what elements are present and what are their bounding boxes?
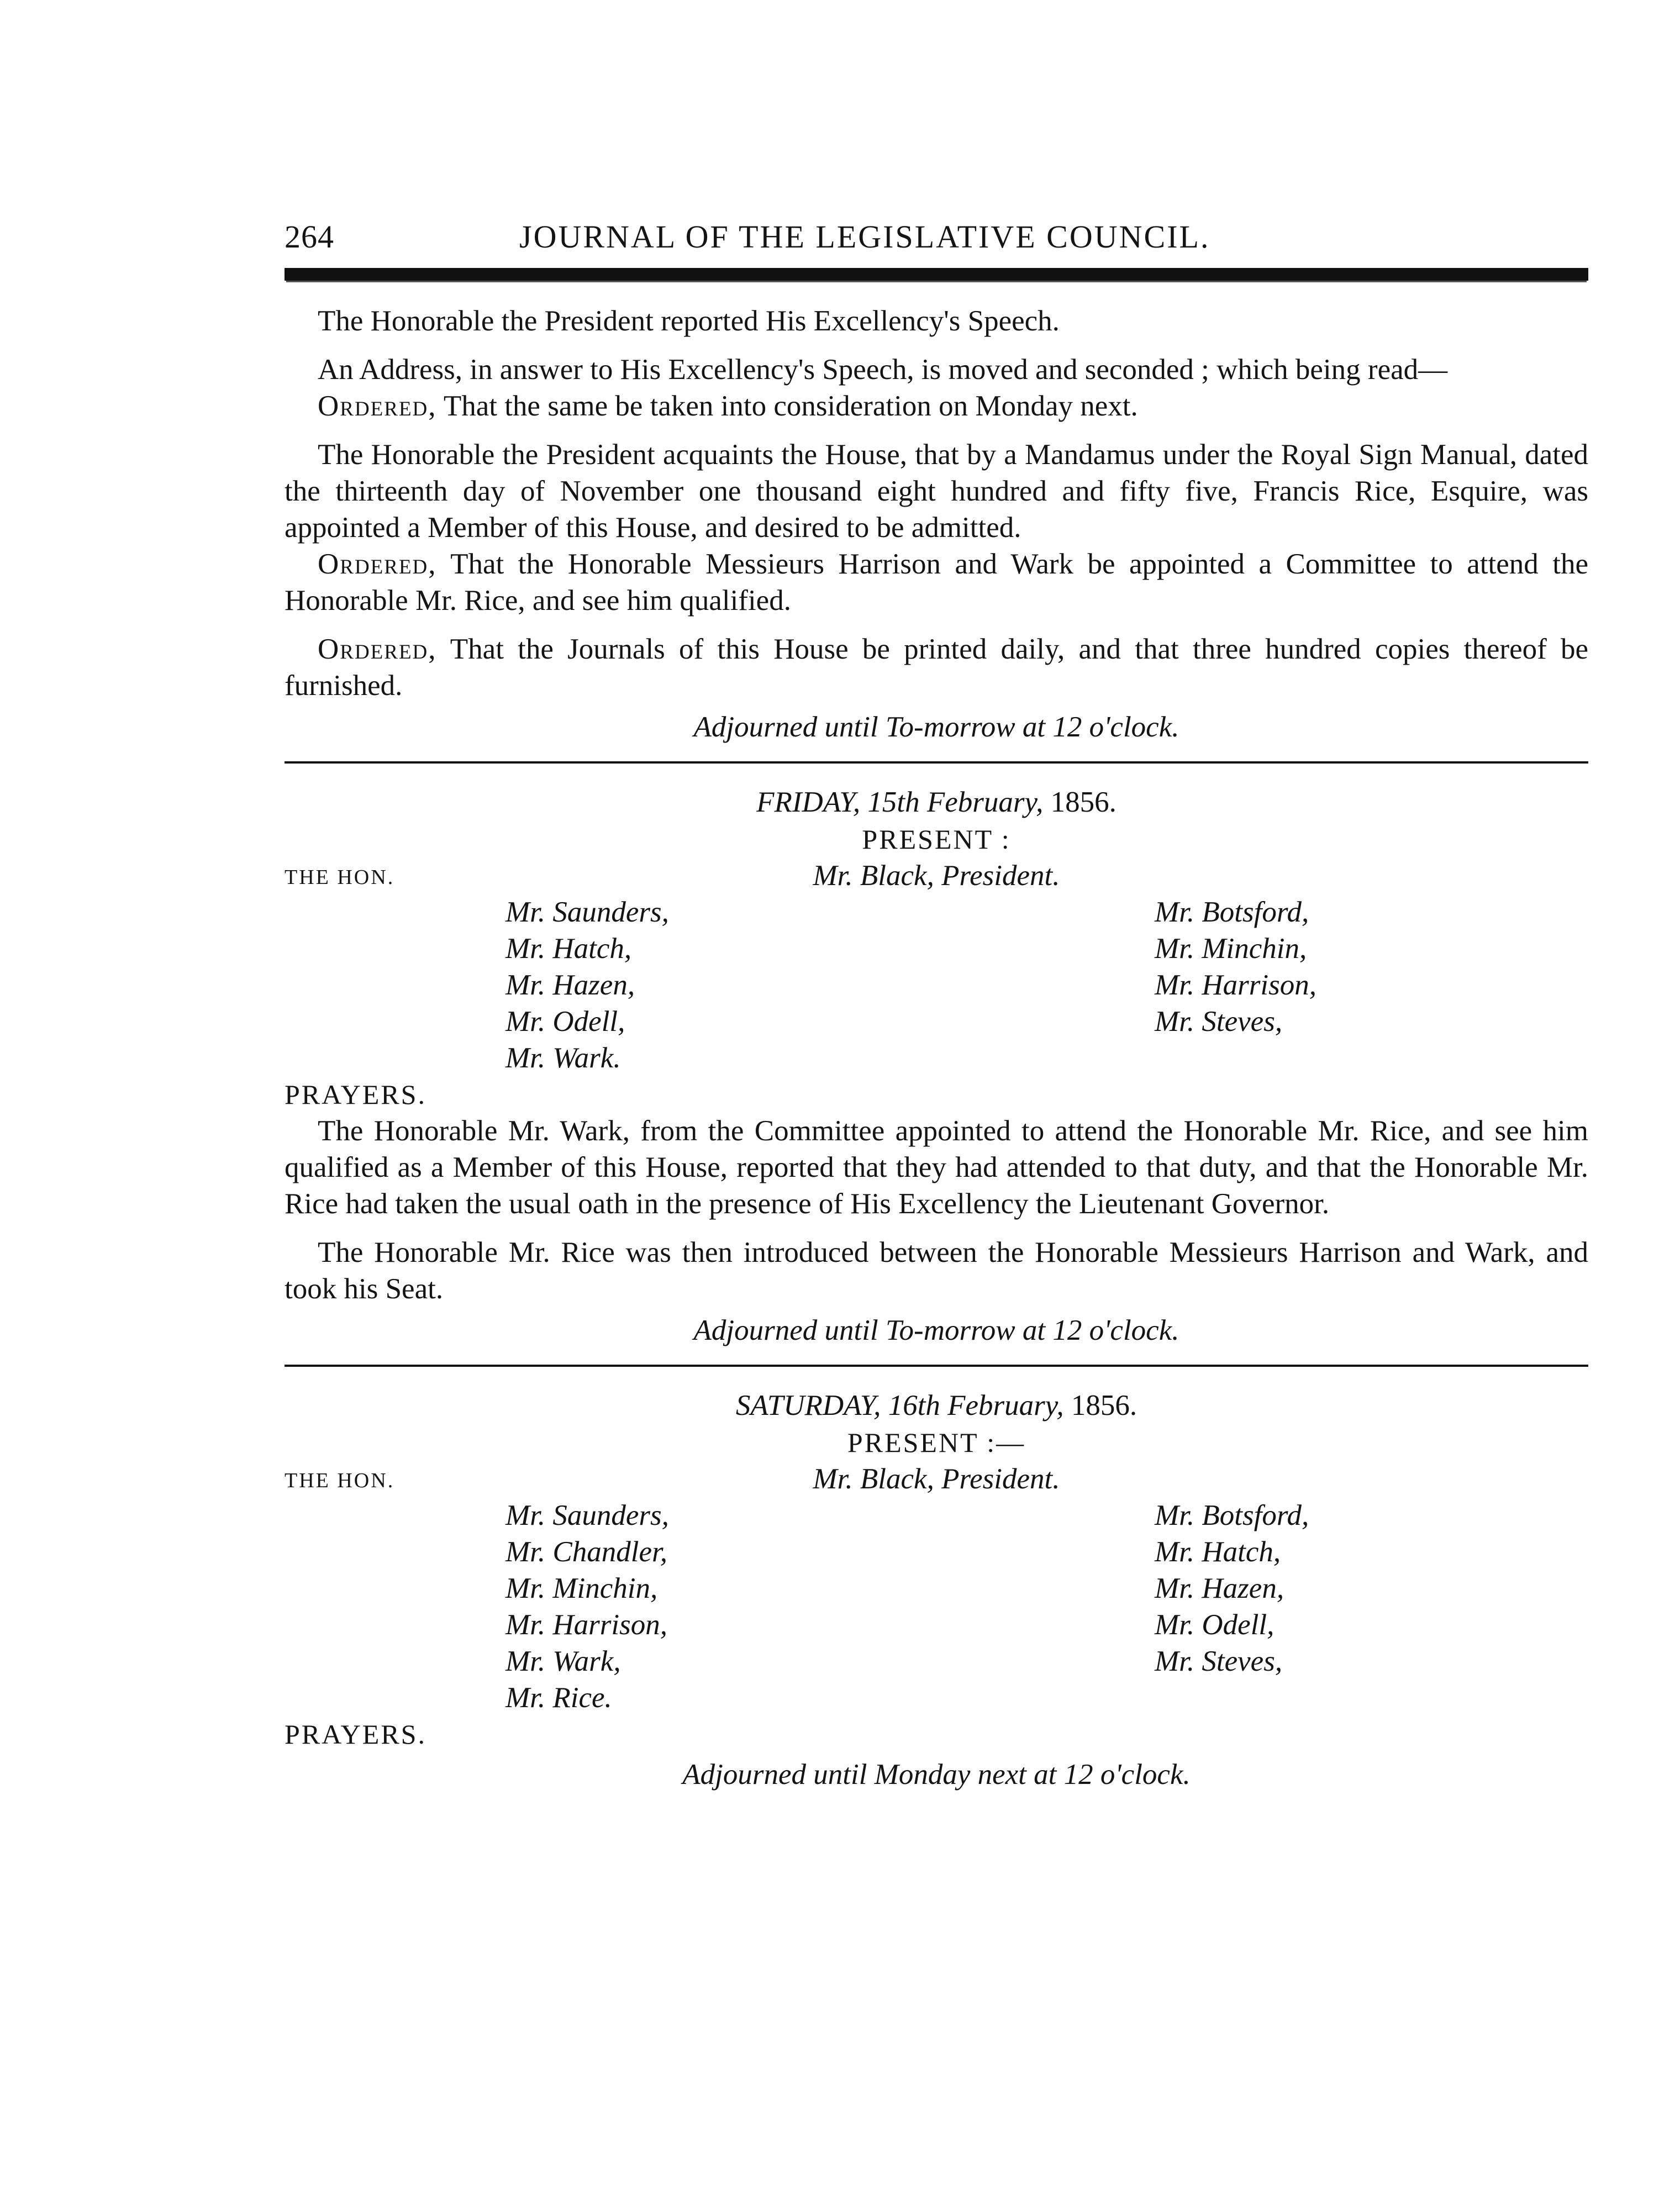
member-name: Mr. Hatch, <box>505 933 632 965</box>
friday-members <box>285 857 1588 1076</box>
members-left-column <box>505 894 669 1076</box>
saturday-members <box>285 1461 1588 1716</box>
member-name: Mr. Hatch, <box>1155 1536 1281 1568</box>
ordered-label: Ordered, <box>318 390 437 422</box>
present-heading: PRESENT :— <box>847 1427 1026 1458</box>
member-name: Mr. Harrison, <box>505 1609 668 1641</box>
paragraph-rice-introduced: The Honorable Mr. Rice was then introduced between the Honorable Messieurs Harrison and Wark, and took his Seat. <box>285 1236 1588 1305</box>
page-number: 264 <box>285 219 334 255</box>
paragraph-ordered-consideration <box>285 388 1588 424</box>
members-columns <box>285 1497 1588 1716</box>
date-day: FRIDAY, <box>756 786 861 818</box>
date-year: 1856. <box>1063 1389 1137 1422</box>
ordered-label: Ordered, <box>318 633 437 665</box>
member-name: Mr. Steves, <box>1155 1005 1283 1038</box>
member-name: Mr. Botsford, <box>1155 896 1309 928</box>
member-name: Mr. Minchin, <box>1155 933 1307 965</box>
members-right-column <box>1155 894 1316 1040</box>
members-left-column <box>505 1497 669 1716</box>
section-divider <box>285 1365 1588 1367</box>
ordered-text: That the same be taken into consideration on Monday next. <box>436 390 1138 422</box>
paragraph-ordered-journals <box>285 631 1588 704</box>
journal-page <box>285 218 1588 1793</box>
member-name: Mr. Saunders, <box>505 896 669 928</box>
members-right-column <box>1155 1497 1309 1680</box>
member-name: Mr. Chandler, <box>505 1536 668 1568</box>
saturday-date <box>285 1387 1588 1424</box>
member-name: Mr. Harrison, <box>1155 969 1317 1001</box>
section-divider <box>285 761 1588 764</box>
member-name: Mr. Hazen, <box>1155 1572 1284 1604</box>
member-name: Mr. Wark, <box>505 1645 621 1677</box>
header-rule <box>285 268 1588 281</box>
member-name: Mr. Rice. <box>505 1682 612 1714</box>
president-line: Mr. Black, President. <box>813 860 1060 892</box>
ordered-text: That the Honorable Messieurs Harrison and Wark be appointed a Committee to attend the Honorable Mr. Rice, and see him qualified. <box>285 548 1588 617</box>
page-header <box>285 218 1588 268</box>
paragraph-speech-reported: The Honorable the President reported His Excellency's Speech. <box>318 305 1060 337</box>
paragraph-committee-report: The Honorable Mr. Wark, from the Committee appointed to attend the Honorable Mr. Rice, and see him qualified as a Member of this House, reported that they had attended to that duty, and that the Honorable Mr. Rice had taken the usual oath in the presence of His Excellency the Lieutenant Governor. <box>285 1115 1588 1220</box>
paragraph-mandamus: The Honorable the President acquaints the House, that by a Mandamus under the Royal Sign Manual, dated the thirteenth day of November one thousand eight hundred and fifty five, Francis Rice, Esquire, was appointed a Member of this House, and desired to be admitted. <box>285 439 1588 544</box>
adjourned-line: Adjourned until To-morrow at 12 o'clock. <box>693 711 1179 743</box>
date-year: 1856. <box>1043 786 1117 818</box>
member-name: Mr. Minchin, <box>505 1572 658 1604</box>
member-name: Mr. Hazen, <box>505 969 635 1001</box>
member-name: Mr. Botsford, <box>1155 1499 1309 1531</box>
member-name: Mr. Odell, <box>1155 1609 1275 1641</box>
member-name: Mr. Saunders, <box>505 1499 669 1531</box>
member-name: Mr. Odell, <box>505 1005 625 1038</box>
members-columns <box>285 894 1588 1076</box>
paragraph-address-moved: An Address, in answer to His Excellency's Speech, is moved and seconded ; which being read— <box>318 354 1448 386</box>
adjourned-line: Adjourned until Monday next at 12 o'clock. <box>682 1759 1191 1791</box>
paragraph-ordered-committee <box>285 546 1588 619</box>
present-heading: PRESENT : <box>862 824 1011 855</box>
prayers-heading: PRAYERS. <box>285 1719 426 1750</box>
the-hon-label: THE HON. <box>285 1469 395 1492</box>
the-hon-label: THE HON. <box>285 866 395 889</box>
date-day: SATURDAY, <box>735 1389 881 1422</box>
page-title: JOURNAL OF THE LEGISLATIVE COUNCIL. <box>519 219 1210 255</box>
president-line: Mr. Black, President. <box>813 1463 1060 1495</box>
date-month: 15th February, <box>860 786 1044 818</box>
adjourned-line: Adjourned until To-morrow at 12 o'clock. <box>693 1314 1179 1346</box>
ordered-text: That the Journals of this House be printed daily, and that three hundred copies thereof be furnished. <box>285 633 1588 702</box>
prayers-heading: PRAYERS. <box>285 1079 426 1110</box>
date-month: 16th February, <box>881 1389 1064 1422</box>
ordered-label: Ordered, <box>318 548 437 580</box>
member-name: Mr. Wark. <box>505 1042 621 1074</box>
member-name: Mr. Steves, <box>1155 1645 1283 1677</box>
friday-date <box>285 783 1588 821</box>
